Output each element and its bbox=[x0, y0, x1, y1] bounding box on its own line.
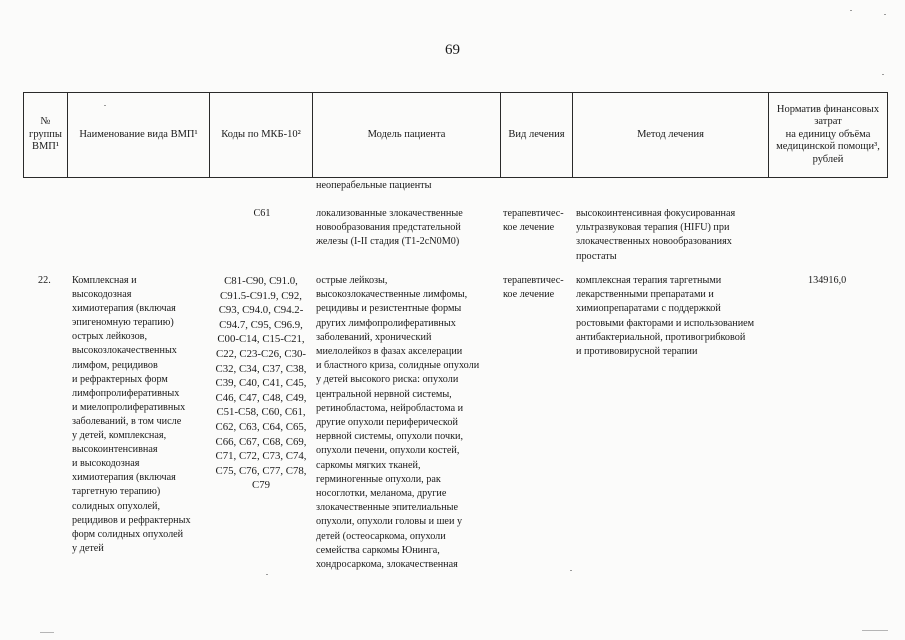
scan-artifact bbox=[266, 574, 268, 575]
scan-artifact bbox=[40, 632, 54, 633]
text-line: герминогенные опухоли, рак bbox=[316, 473, 441, 485]
text-line: рецидивов и рефрактерных bbox=[72, 514, 191, 526]
text-line: C00-C14, C15-C21, bbox=[217, 333, 305, 346]
header-col7-line: рублей bbox=[812, 153, 844, 165]
scan-artifact bbox=[104, 105, 106, 106]
scan-artifact bbox=[850, 10, 852, 11]
treatment-method-cell bbox=[576, 207, 735, 264]
text-line: миелолейкоз в фазах акселерации bbox=[316, 346, 463, 358]
text-line: кое лечение bbox=[503, 289, 555, 301]
text-line: локализованные злокачественные bbox=[316, 208, 463, 219]
text-line: заболеваний, хронический bbox=[316, 331, 432, 343]
text-line: центральной нервной системы, bbox=[316, 388, 452, 400]
text-line: эпигеномную терапию) bbox=[72, 317, 174, 329]
text-line: и бластного криза, солидные опухоли bbox=[316, 360, 480, 372]
text-line: C61 bbox=[253, 208, 271, 219]
text-line: злокачественных новообразованиях bbox=[576, 236, 732, 248]
text-line: C75, C76, C77, C78, bbox=[215, 464, 307, 477]
scan-artifact bbox=[862, 630, 888, 631]
text-line: C91.5-C91.9, C92, bbox=[220, 289, 302, 302]
text-line: носоглотки, меланома, другие bbox=[316, 488, 447, 500]
text-line: таргетную терапию) bbox=[72, 486, 161, 498]
text-line: детей (остеосаркома, опухоли bbox=[316, 530, 446, 542]
treatment-type-cell bbox=[503, 274, 564, 302]
text-line: форм солидных опухолей bbox=[72, 528, 184, 540]
text-line: высокоинтенсивная фокусированная bbox=[576, 208, 736, 219]
header-col-financial-norm bbox=[769, 93, 887, 177]
text-line: хондросаркома, злокачественная bbox=[316, 559, 458, 571]
text-line: и противовирусной терапии bbox=[576, 346, 698, 358]
text-line: неоперабельные пациенты bbox=[316, 180, 432, 191]
text-line: C94.7, C95, C96.9, bbox=[219, 318, 303, 331]
header-col-treatment-type: Вид лечения bbox=[508, 128, 565, 140]
text-line: другие опухоли периферической bbox=[316, 417, 458, 429]
header-col7-line: медицинской помощи³, bbox=[776, 141, 880, 153]
header-bottom-border bbox=[23, 177, 888, 178]
text-line: лимфом, рецидивов bbox=[72, 359, 158, 371]
text-line: C22, C23-C26, C30- bbox=[216, 347, 306, 360]
header-col1-line: № bbox=[40, 116, 51, 128]
text-line: новообразования предстательной bbox=[316, 222, 461, 234]
text-line: C81-C90, C91.0, bbox=[224, 275, 298, 287]
text-line: химиопрепаратами с поддержкой bbox=[576, 303, 721, 315]
text-line: острых лейкозов, bbox=[72, 331, 148, 343]
text-line: простаты bbox=[576, 250, 617, 262]
text-line: у детей bbox=[72, 542, 104, 554]
text-line: комплексная терапия таргетными bbox=[576, 275, 722, 286]
text-line: опухоли печени, опухоли костей, bbox=[316, 445, 460, 457]
header-col7-line: затрат bbox=[814, 116, 842, 128]
text-line: C93, C94.0, C94.2- bbox=[218, 304, 304, 317]
text-line: терапевтичес- bbox=[503, 275, 564, 286]
header-col-group-number bbox=[24, 93, 67, 177]
text-line: у детей высокого риска: опухоли bbox=[316, 374, 459, 386]
text-line: ростовыми факторами и использованием bbox=[576, 317, 755, 329]
icd-codes-cell bbox=[214, 207, 310, 221]
patient-model-cell bbox=[316, 274, 479, 572]
text-line: химиотерапия (включая bbox=[72, 303, 176, 315]
text-line: антибактериальной, противогрибковой bbox=[576, 331, 746, 343]
text-line: лекарственными препаратами и bbox=[576, 289, 714, 301]
text-line: и миелопролиферативных bbox=[72, 401, 186, 413]
text-line: рецидивы и резистентные формы bbox=[316, 303, 462, 315]
text-line: C32, C34, C37, C38, bbox=[215, 362, 307, 375]
scan-artifact bbox=[882, 74, 884, 75]
text-line: острые лейкозы, bbox=[316, 275, 388, 286]
header-col-vmp-name: Наименование вида ВМП¹ bbox=[79, 128, 198, 140]
text-line: других лимфопролиферативных bbox=[316, 317, 456, 329]
header-col-icd-codes: Коды по МКБ-10² bbox=[221, 128, 301, 140]
vmp-name-cell bbox=[72, 274, 191, 556]
text-line: кое лечение bbox=[503, 222, 555, 234]
header-col-treatment-method: Метод лечения bbox=[637, 128, 704, 140]
text-line: опухоли, опухоли головы и шеи у bbox=[316, 516, 463, 528]
page-number: 69 bbox=[445, 42, 460, 58]
header-col1-line: ВМП¹ bbox=[31, 141, 60, 153]
text-line: C46, C47, C48, C49, bbox=[215, 391, 307, 404]
header-right-border bbox=[887, 92, 888, 178]
text-line: C51-C58, C60, C61, bbox=[216, 406, 306, 419]
patient-model-cell bbox=[316, 207, 463, 250]
text-line: солидных опухолей, bbox=[72, 500, 161, 512]
text-line: и рефрактерных форм bbox=[72, 373, 168, 385]
text-line: высокозлокачественные лимфомы, bbox=[316, 289, 468, 301]
scan-artifact bbox=[570, 570, 572, 571]
text-line: саркомы мягких тканей, bbox=[316, 459, 421, 471]
text-line: злокачественные эпителиальные bbox=[316, 502, 459, 514]
continuation-model-cell bbox=[316, 179, 431, 193]
financial-norm-cell: 134916,0 bbox=[808, 275, 847, 286]
text-line: высокозлокачественных bbox=[72, 345, 177, 357]
text-line: высокодозная bbox=[72, 289, 132, 301]
text-line: терапевтичес- bbox=[503, 208, 564, 219]
header-col-patient-model: Модель пациента bbox=[367, 128, 446, 140]
treatment-method-cell bbox=[576, 274, 754, 359]
text-line: лимфопролиферативных bbox=[72, 387, 180, 399]
group-number-cell: 22. bbox=[38, 275, 51, 286]
text-line: высокоинтенсивная bbox=[72, 444, 158, 456]
header-col1-line: группы bbox=[29, 128, 62, 140]
text-line: C79 bbox=[252, 479, 270, 492]
text-line: ультразвуковая терапия (HIFU) при bbox=[576, 222, 730, 234]
text-line: ретинобластома, нейробластома и bbox=[316, 402, 464, 414]
header-col7-line: Норматив финансовых bbox=[776, 103, 880, 115]
scan-artifact bbox=[884, 14, 886, 15]
text-line: у детей, комплексная, bbox=[72, 430, 167, 442]
text-line: C71, C72, C73, C74, bbox=[215, 450, 307, 463]
icd-codes-cell bbox=[211, 274, 311, 493]
text-line: C62, C63, C64, C65, bbox=[215, 420, 307, 433]
text-line: и высокодозная bbox=[72, 458, 140, 470]
text-line: семейства саркомы Юнинга, bbox=[316, 544, 440, 556]
text-line: C39, C40, C41, C45, bbox=[215, 377, 307, 390]
treatment-type-cell bbox=[503, 207, 564, 235]
header-col7-line: на единицу объёма bbox=[785, 128, 871, 140]
text-line: C66, C67, C68, C69, bbox=[215, 435, 307, 448]
text-line: нервной системы, опухоли почки, bbox=[316, 431, 464, 443]
text-line: Комплексная и bbox=[72, 275, 137, 286]
text-line: заболеваний, в том числе bbox=[72, 415, 182, 427]
text-line: химиотерапия (включая bbox=[72, 472, 176, 484]
text-line: железы (I-II стадия (T1-2cN0M0) bbox=[316, 236, 460, 248]
